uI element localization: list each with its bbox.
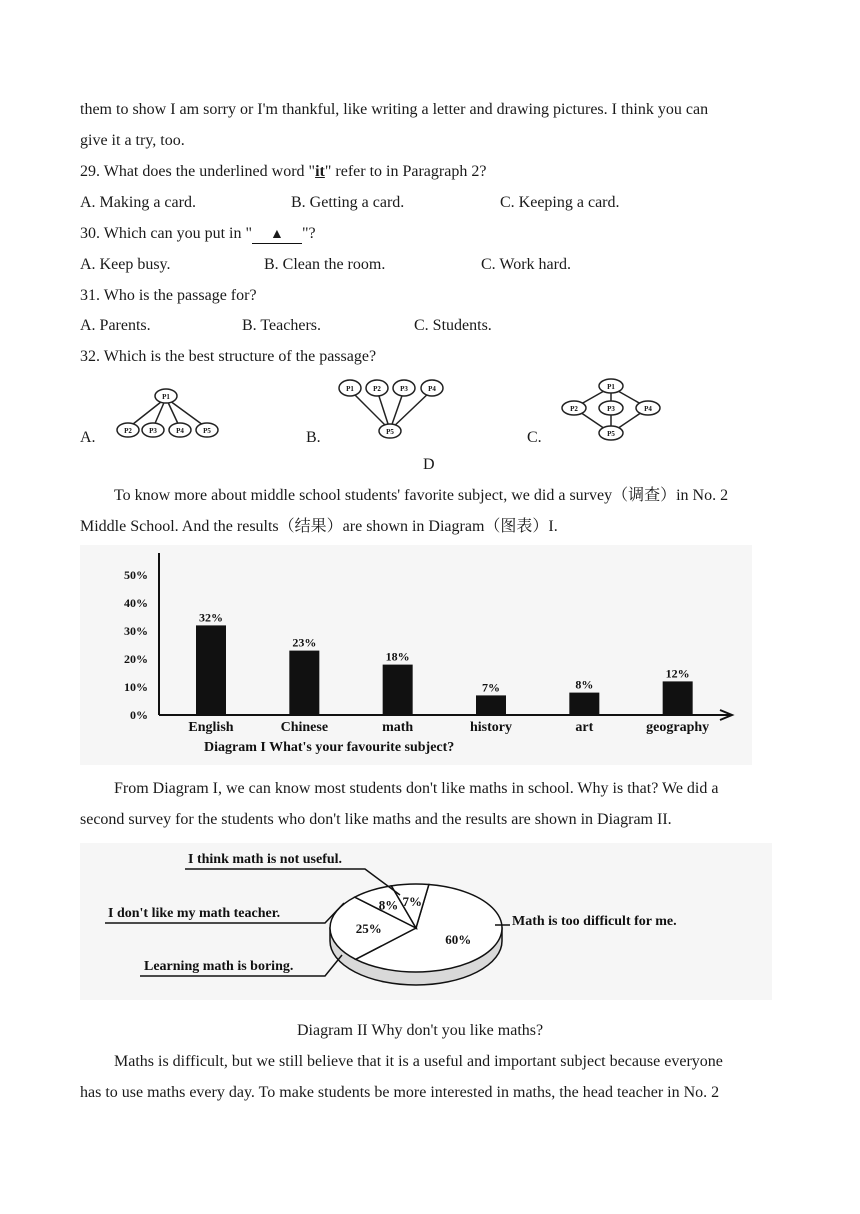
question-29 xyxy=(80,162,486,182)
pie-data-label: 7% xyxy=(402,893,423,909)
paragraph-line: From Diagram I, we can know most students don't like maths in school. Why is that? We did a xyxy=(114,780,719,797)
node-label: P2 xyxy=(570,405,578,413)
x-tick-label: art xyxy=(575,720,594,735)
node-label: P4 xyxy=(644,405,652,413)
pie-data-label: 8% xyxy=(378,897,399,913)
question-text: 30. Which can you put in " xyxy=(80,225,252,242)
chart-title: Diagram I What's your favourite subject? xyxy=(204,740,455,755)
y-tick-label: 20% xyxy=(124,652,148,666)
q31-option-c: C. Students. xyxy=(414,317,492,334)
q30-option-b: B. Clean the room. xyxy=(264,256,386,273)
question-32: 32. Which is the best structure of the passage? xyxy=(80,348,377,365)
paragraph-line: Maths is difficult, but we still believe that it is a useful and important subject because everyone xyxy=(114,1053,723,1070)
diagram-caption: Diagram II Why don't you like maths? xyxy=(297,1022,544,1039)
node-label: P3 xyxy=(607,405,615,413)
y-tick-label: 0% xyxy=(130,708,148,722)
section-letter: D xyxy=(423,456,435,473)
bar xyxy=(196,625,226,715)
y-tick-label: 10% xyxy=(124,680,148,694)
x-tick-label: English xyxy=(188,720,234,735)
data-label: 23% xyxy=(292,635,317,650)
paragraph-line: To know more about middle school students' favorite subject, we did a survey（调查）in No. 2 xyxy=(114,487,729,504)
node-label: P1 xyxy=(346,385,354,393)
node-label: P4 xyxy=(176,427,184,435)
q29-option-c: C. Keeping a card. xyxy=(500,194,620,211)
y-tick-label: 30% xyxy=(124,624,148,638)
bar xyxy=(663,681,693,715)
data-label: 18% xyxy=(385,649,410,664)
paragraph-line: Middle School. And the results（结果）are shown in Diagram（图表）I. xyxy=(80,518,558,535)
pie-label: Math is too difficult for me. xyxy=(512,914,677,929)
y-tick-label: 40% xyxy=(124,596,148,610)
bar xyxy=(383,665,413,715)
x-tick-label: Chinese xyxy=(280,720,329,735)
q31-option-b: B. Teachers. xyxy=(242,317,321,334)
node-label: P4 xyxy=(428,385,436,393)
q32-option-c-letter: C. xyxy=(527,429,542,446)
node-label: P5 xyxy=(386,428,394,436)
q31-option-a: A. Parents. xyxy=(80,317,151,334)
node-label: P1 xyxy=(162,393,170,401)
q29-option-b: B. Getting a card. xyxy=(291,194,405,211)
x-tick-label: geography xyxy=(646,720,710,735)
node-label: P5 xyxy=(203,427,211,435)
q32-option-b-letter: B. xyxy=(306,429,321,446)
node-label: P3 xyxy=(400,385,408,393)
structure-diagram-a xyxy=(108,384,228,440)
q29-option-a: A. Making a card. xyxy=(80,194,196,211)
structure-diagram-b xyxy=(334,376,454,442)
node-label: P2 xyxy=(124,427,132,435)
pie-label: I don't like my math teacher. xyxy=(108,906,281,921)
bar xyxy=(289,651,319,715)
structure-diagram-c xyxy=(552,375,672,443)
node-label: P3 xyxy=(149,427,157,435)
q30-option-c: C. Work hard. xyxy=(481,256,571,273)
x-tick-label: history xyxy=(470,720,512,735)
passage-line: give it a try, too. xyxy=(80,132,185,149)
question-31: 31. Who is the passage for? xyxy=(80,287,257,304)
bar xyxy=(476,695,506,715)
data-label: 32% xyxy=(199,610,223,625)
passage-line: them to show I am sorry or I'm thankful, like writing a letter and drawing pictures. I think you can xyxy=(80,101,709,118)
node-label: P2 xyxy=(373,385,381,393)
y-tick-label: 50% xyxy=(124,568,148,582)
question-text: 29. What does the underlined word " xyxy=(80,163,316,180)
question-text: " refer to in Paragraph 2? xyxy=(324,163,487,180)
diagram-1-bar-chart xyxy=(80,545,752,765)
pie-data-label: 25% xyxy=(355,921,382,937)
question-text: "? xyxy=(301,225,316,242)
data-label: 7% xyxy=(482,680,500,695)
q30-option-a: A. Keep busy. xyxy=(80,256,171,273)
question-30 xyxy=(80,224,316,244)
node-label: P1 xyxy=(607,383,615,391)
pie-data-label: 60% xyxy=(445,931,472,947)
diagram-2-pie-chart xyxy=(80,843,772,1000)
pie-label: I think math is not useful. xyxy=(188,852,343,867)
data-label: 12% xyxy=(665,666,690,681)
paragraph-line: second survey for the students who don't like maths and the results are shown in Diagram II. xyxy=(80,811,672,828)
underlined-word: it xyxy=(315,163,325,180)
node-label: P5 xyxy=(607,430,615,438)
x-tick-label: math xyxy=(382,720,414,735)
data-label: 8% xyxy=(575,677,594,692)
q32-option-a-letter: A. xyxy=(80,429,96,446)
paragraph-line: has to use maths every day. To make students be more interested in maths, the head teacher in No. 2 xyxy=(80,1084,720,1101)
bar xyxy=(569,693,599,715)
answer-blank: ▲ xyxy=(252,227,302,244)
pie-label: Learning math is boring. xyxy=(144,959,294,974)
